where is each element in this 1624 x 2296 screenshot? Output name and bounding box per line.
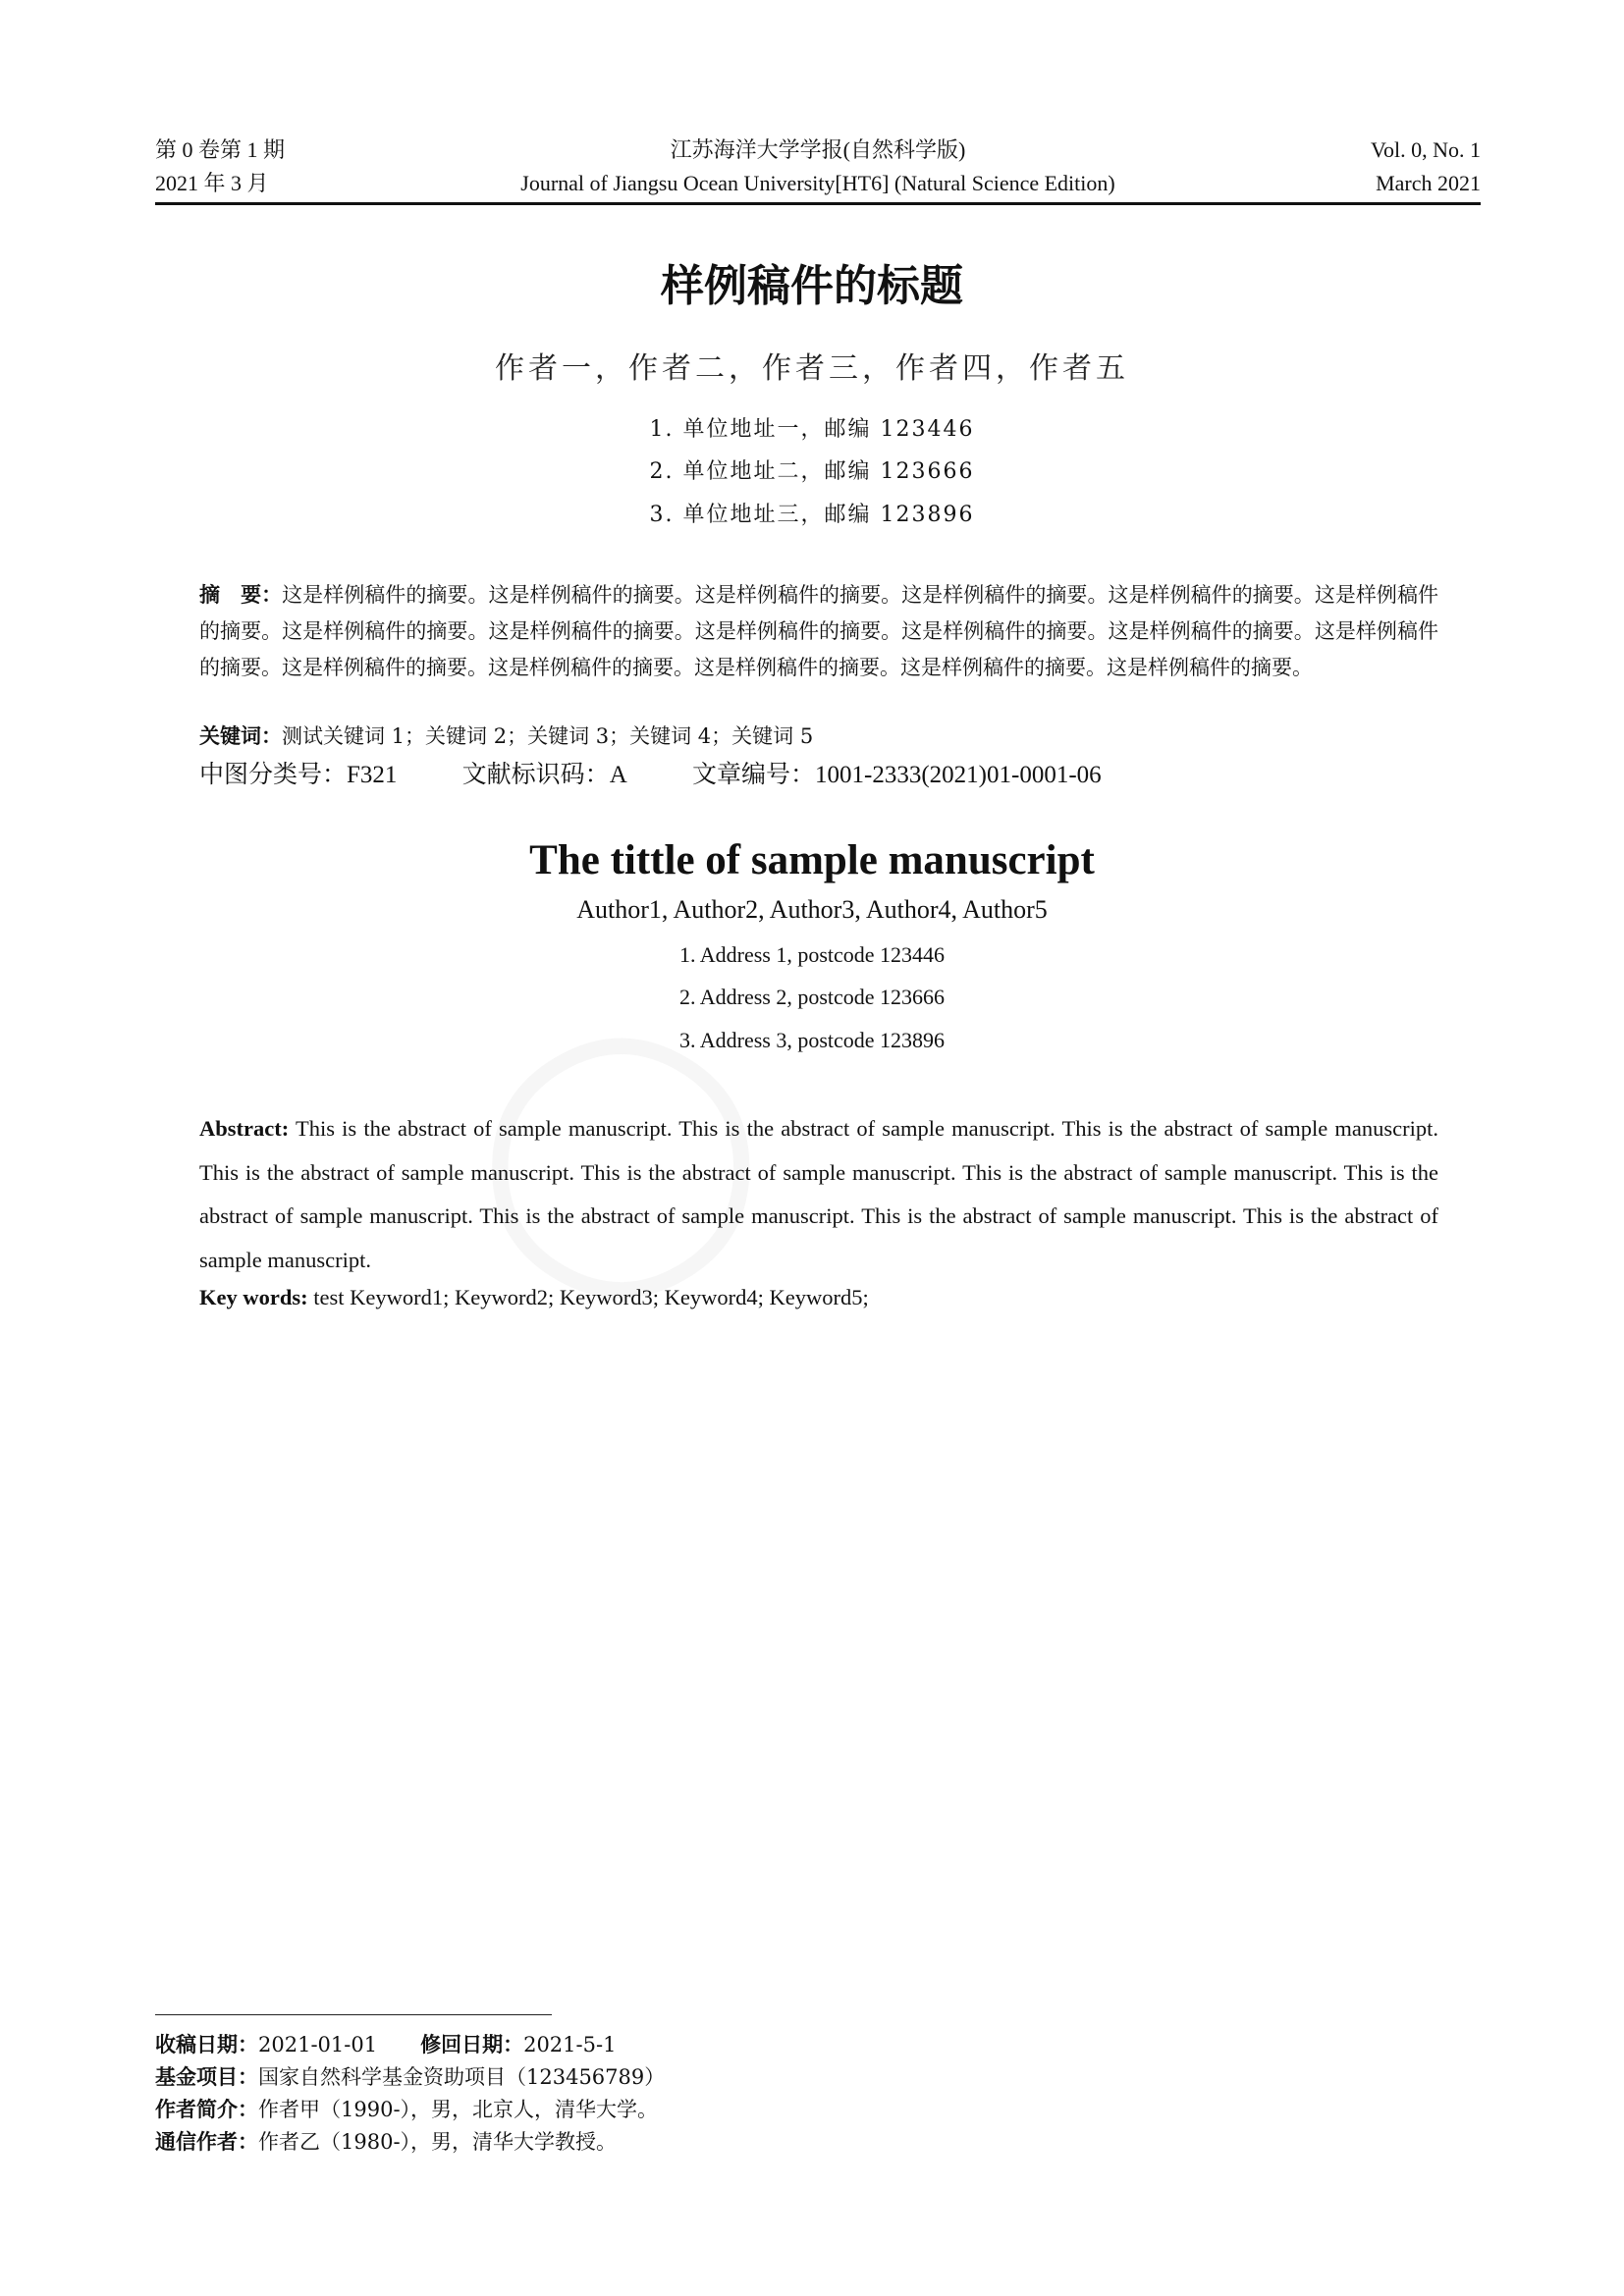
document-code [462, 758, 627, 792]
article-number [692, 758, 1102, 792]
revised-label: 修回日期： [420, 2033, 524, 2056]
header-vol-no: Vol. 0, No. 1 [1370, 137, 1481, 162]
header-journal-cn: 江苏海洋大学学报(自然科学版) [670, 137, 966, 162]
header-volume-en [1371, 133, 1481, 200]
cn-authors: 作者一，作者二，作者三，作者四，作者五 [495, 351, 1129, 386]
en-abstract-text: This is the abstract of sample manuscript. This is the abstract of sample manuscript. This is the abstract of sample manuscript. This is the abstract of sample manuscript. This is the abstract of sample manuscript. This is the abstract of sample manuscript. This is the abstract of sample manuscript. This is the abstract of sample manuscript. This is the abstract of sample manuscript. This is the abstract of sample manuscript. [199, 1116, 1438, 1272]
page-header [155, 133, 1481, 204]
en-keywords-text: test Keyword1; Keyword2; Keyword3; Keyword4; Keyword5; [313, 1285, 869, 1309]
received-value: 2021-01-01 [258, 2033, 378, 2056]
header-date-en: March 2021 [1376, 171, 1481, 195]
doc-code-label: 文献标识码： [461, 760, 610, 788]
en-keywords-label: Key words: [199, 1285, 308, 1309]
footnote-author-bio [155, 2094, 1137, 2126]
corresponding-label: 通信作者： [155, 2130, 258, 2154]
footnote-dates [155, 2029, 1137, 2061]
cn-affiliation-1: 1. 单位地址一，邮编 123446 [649, 417, 975, 442]
received-label: 收稿日期： [155, 2033, 258, 2056]
en-keywords [199, 1281, 1438, 1314]
en-affiliation-1: 1. Address 1, postcode 123446 [678, 942, 946, 967]
en-affiliation-3: 3. Address 3, postcode 123896 [678, 1028, 946, 1052]
watermark [403, 697, 1208, 1502]
cn-affiliation-3: 3. 单位地址三，邮编 123896 [649, 503, 975, 527]
footnote-corresponding [155, 2126, 1137, 2159]
en-abstract-label: Abstract: [199, 1116, 290, 1141]
article-no-value: 1001-2333(2021)01-0001-06 [815, 762, 1102, 788]
en-authors: Author1, Author2, Author3, Author4, Author5 [576, 895, 1048, 924]
cn-keywords-label: 关键词： [199, 724, 282, 748]
cn-keywords-text: 测试关键词 1；关键词 2；关键词 3；关键词 4；关键词 5 [282, 724, 814, 748]
header-journal [155, 133, 1481, 200]
clc-label: 中图分类号： [199, 760, 348, 788]
corresponding-value: 作者乙（1980-），男，清华大学教授。 [258, 2130, 618, 2154]
footnote-rule [155, 2014, 552, 2015]
revised-value: 2021-5-1 [523, 2033, 617, 2056]
cn-title: 样例稿件的标题 [661, 261, 963, 311]
cn-keywords [199, 720, 1438, 753]
en-affiliation-2: 2. Address 2, postcode 123666 [678, 985, 946, 1009]
en-abstract [199, 1107, 1438, 1282]
cn-abstract [199, 577, 1438, 686]
cn-classification [199, 758, 1438, 792]
header-volume-issue: 第 0 卷第 1 期 [155, 137, 286, 162]
footnote-fund [155, 2061, 1137, 2094]
clc-number [199, 758, 397, 792]
cn-abstract-label: 摘 要： [199, 583, 283, 607]
header-journal-en: Journal of Jiangsu Ocean University[HT6] (Natural Science Edition) [520, 171, 1115, 195]
doc-code-value: A [609, 762, 627, 788]
header-date-cn: 2021 年 3 月 [155, 171, 269, 195]
clc-value: F321 [347, 762, 398, 788]
cn-affiliation-2: 2. 单位地址二，邮编 123666 [649, 459, 975, 484]
footnotes [155, 2029, 1137, 2159]
en-title: The tittle of sample manuscript [529, 837, 1095, 883]
bio-value: 作者甲（1990-），男，北京人，清华大学。 [258, 2098, 659, 2121]
fund-label: 基金项目： [155, 2065, 258, 2089]
bio-label: 作者简介： [155, 2098, 258, 2121]
article-no-label: 文章编号： [692, 760, 816, 788]
fund-value: 国家自然科学基金资助项目（123456789） [258, 2065, 666, 2089]
header-rule [155, 202, 1481, 205]
cn-abstract-text: 这是样例稿件的摘要。这是样例稿件的摘要。这是样例稿件的摘要。这是样例稿件的摘要。这是样例稿件的摘要。这是样例稿件的摘要。这是样例稿件的摘要。这是样例稿件的摘要。这是样例稿件的摘要。这是样例稿件的摘要。这是样例稿件的摘要。这是样例稿件的摘要。这是样例稿件的摘要。这是样例稿件的摘要。这是样例稿件的摘要。这是样例稿件的摘要。这是样例稿件的摘要。 [199, 583, 1438, 679]
